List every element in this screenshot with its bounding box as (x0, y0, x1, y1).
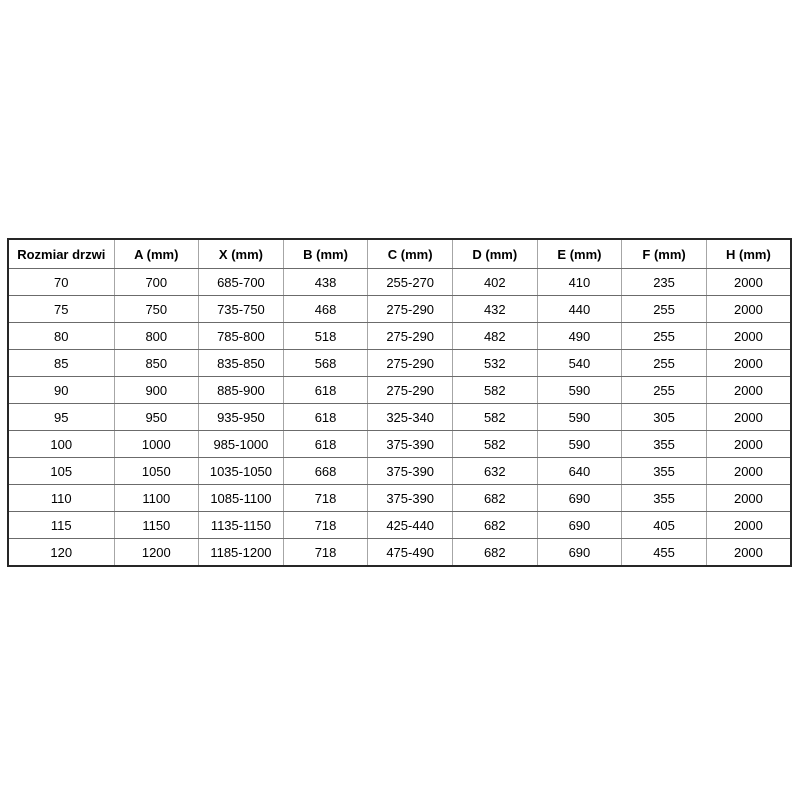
table-cell: 590 (537, 404, 622, 431)
table-cell: 690 (537, 512, 622, 539)
row-size-cell: 110 (8, 485, 114, 512)
table-cell: 835-850 (199, 350, 284, 377)
table-cell: 2000 (706, 539, 791, 567)
table-cell: 2000 (706, 485, 791, 512)
table-cell: 275-290 (368, 377, 453, 404)
table-cell: 518 (283, 323, 368, 350)
table-cell: 375-390 (368, 431, 453, 458)
column-header-e-mm: E (mm) (537, 239, 622, 269)
table-cell: 2000 (706, 296, 791, 323)
table-cell: 590 (537, 431, 622, 458)
table-cell: 685-700 (199, 269, 284, 296)
row-size-cell: 75 (8, 296, 114, 323)
row-size-cell: 100 (8, 431, 114, 458)
table-cell: 590 (537, 377, 622, 404)
table-cell: 255 (622, 350, 707, 377)
table-cell: 700 (114, 269, 199, 296)
row-size-cell: 80 (8, 323, 114, 350)
table-cell: 235 (622, 269, 707, 296)
table-cell: 2000 (706, 350, 791, 377)
row-size-cell: 120 (8, 539, 114, 567)
table-row (8, 512, 791, 539)
table-body (8, 269, 791, 567)
door-dimensions-table (7, 238, 792, 567)
table-cell: 682 (453, 512, 538, 539)
table-cell: 405 (622, 512, 707, 539)
table-cell: 682 (453, 539, 538, 567)
table-cell: 2000 (706, 431, 791, 458)
table-cell: 850 (114, 350, 199, 377)
table-cell: 935-950 (199, 404, 284, 431)
table-cell: 2000 (706, 404, 791, 431)
column-header-c-mm: C (mm) (368, 239, 453, 269)
table-cell: 255 (622, 323, 707, 350)
column-header-h-mm: H (mm) (706, 239, 791, 269)
table-cell: 1085-1100 (199, 485, 284, 512)
table-cell: 582 (453, 377, 538, 404)
column-header-f-mm: F (mm) (622, 239, 707, 269)
table-cell: 718 (283, 485, 368, 512)
table-cell: 402 (453, 269, 538, 296)
table-cell: 540 (537, 350, 622, 377)
table-row (8, 458, 791, 485)
table-cell: 618 (283, 431, 368, 458)
table-cell: 305 (622, 404, 707, 431)
table-cell: 568 (283, 350, 368, 377)
row-size-cell: 95 (8, 404, 114, 431)
row-size-cell: 115 (8, 512, 114, 539)
table-row (8, 431, 791, 458)
table-row (8, 350, 791, 377)
header-row (8, 239, 791, 269)
table-cell: 682 (453, 485, 538, 512)
table-cell: 255 (622, 377, 707, 404)
table-cell: 438 (283, 269, 368, 296)
table-cell: 1200 (114, 539, 199, 567)
table-row (8, 485, 791, 512)
table-cell: 255-270 (368, 269, 453, 296)
row-size-cell: 85 (8, 350, 114, 377)
table-cell: 632 (453, 458, 538, 485)
table-cell: 410 (537, 269, 622, 296)
table-cell: 582 (453, 431, 538, 458)
table-cell: 1185-1200 (199, 539, 284, 567)
table-cell: 900 (114, 377, 199, 404)
table-cell: 325-340 (368, 404, 453, 431)
table-cell: 532 (453, 350, 538, 377)
column-header-rozmiar-drzwi: Rozmiar drzwi (8, 239, 114, 269)
table-cell: 2000 (706, 269, 791, 296)
table-cell: 1150 (114, 512, 199, 539)
table-cell: 985-1000 (199, 431, 284, 458)
table-cell: 275-290 (368, 350, 453, 377)
table-cell: 735-750 (199, 296, 284, 323)
table-cell: 275-290 (368, 296, 453, 323)
row-size-cell: 70 (8, 269, 114, 296)
table-cell: 750 (114, 296, 199, 323)
table-cell: 618 (283, 377, 368, 404)
table-cell: 785-800 (199, 323, 284, 350)
table-cell: 718 (283, 512, 368, 539)
table-row (8, 323, 791, 350)
column-header-x-mm: X (mm) (199, 239, 284, 269)
table-cell: 440 (537, 296, 622, 323)
table-cell: 1000 (114, 431, 199, 458)
table-cell: 468 (283, 296, 368, 323)
table-row (8, 404, 791, 431)
table-cell: 690 (537, 539, 622, 567)
table-cell: 950 (114, 404, 199, 431)
table-cell: 490 (537, 323, 622, 350)
table-cell: 355 (622, 458, 707, 485)
table-cell: 618 (283, 404, 368, 431)
row-size-cell: 105 (8, 458, 114, 485)
table-cell: 425-440 (368, 512, 453, 539)
table-cell: 640 (537, 458, 622, 485)
column-header-b-mm: B (mm) (283, 239, 368, 269)
table-cell: 482 (453, 323, 538, 350)
table-cell: 355 (622, 431, 707, 458)
table-cell: 375-390 (368, 485, 453, 512)
table-cell: 255 (622, 296, 707, 323)
table-cell: 2000 (706, 458, 791, 485)
table-row (8, 269, 791, 296)
table-cell: 885-900 (199, 377, 284, 404)
table-cell: 355 (622, 485, 707, 512)
table-row (8, 296, 791, 323)
row-size-cell: 90 (8, 377, 114, 404)
table-cell: 582 (453, 404, 538, 431)
table-cell: 690 (537, 485, 622, 512)
table-cell: 2000 (706, 512, 791, 539)
table-cell: 275-290 (368, 323, 453, 350)
column-header-a-mm: A (mm) (114, 239, 199, 269)
table-cell: 475-490 (368, 539, 453, 567)
table-cell: 1035-1050 (199, 458, 284, 485)
table-row (8, 539, 791, 567)
table-cell: 375-390 (368, 458, 453, 485)
table-cell: 2000 (706, 377, 791, 404)
table-cell: 1100 (114, 485, 199, 512)
table-row (8, 377, 791, 404)
table-cell: 800 (114, 323, 199, 350)
table-cell: 2000 (706, 323, 791, 350)
table-cell: 432 (453, 296, 538, 323)
table-cell: 1135-1150 (199, 512, 284, 539)
table-cell: 668 (283, 458, 368, 485)
table-cell: 1050 (114, 458, 199, 485)
table-cell: 718 (283, 539, 368, 567)
table-cell: 455 (622, 539, 707, 567)
column-header-d-mm: D (mm) (453, 239, 538, 269)
